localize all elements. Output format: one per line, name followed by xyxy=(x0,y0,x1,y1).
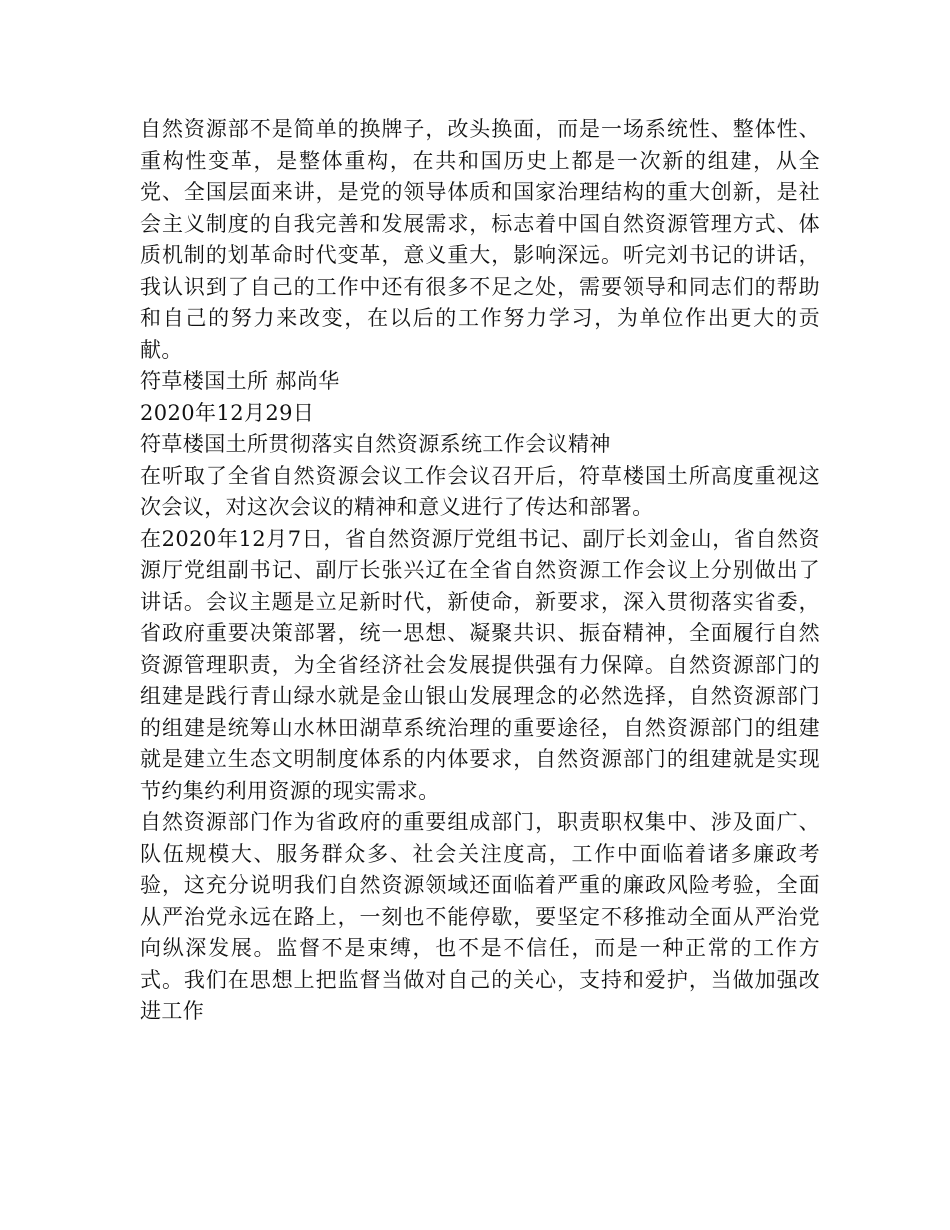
paragraph-meeting-speech: 在2020年12月7日，省自然资源厅党组书记、副厅长刘金山，省自然资源厅党组副书记、副厅长张兴辽在全省自然资源工作会议上分别做出了讲话。会议主题是立足新时代，新使命，新要求，深入贯彻落实省委，省政府重要决策部署，统一思想、凝聚共识、振奋精神，全面履行自然资源管理职责，为全省经济社会发展提供强有力保障。自然资源部门的组建是践行青山绿水就是金山银山发展理念的必然选择，自然资源部门的组建是统筹山水林田湖草系统治理的重要途径，自然资源部门的组建就是建立生态文明制度体系的内体要求，自然资源部门的组建就是实现节约集约利用资源的现实需求。 xyxy=(140,526,820,803)
section-title: 符草楼国土所贯彻落实自然资源系统工作会议精神 xyxy=(140,432,611,456)
paragraph-ministry-reform: 自然资源部不是简单的换牌子，改头换面，而是一场系统性、整体性、重构性变革，是整体重构，在共和国历史上都是一次新的组建，从全党、全国层面来讲，是党的领导体质和国家治理结构的重大创新，是社会主义制度的自我完善和发展需求，标志着中国自然资源管理方式、体质机制的划革命时代变革，意义重大，影响深远。听完刘书记的讲话，我认识到了自己的工作中还有很多不足之处，需要领导和同志们的帮助和自己的努力来改变，在以后的工作努力学习，为单位作出更大的贡献。 xyxy=(140,117,820,362)
paragraph-integrity-supervision: 自然资源部门作为省政府的重要组成部门，职责职权集中、涉及面广、队伍规模大、服务群众多、社会关注度高，工作中面临着诸多廉政考验，这充分说明我们自然资源领域还面临着严重的廉政风险考验，全面从严治党永远在路上，一刻也不能停歇，要坚定不移推动全面从严治党向纵深发展。监督不是束缚，也不是不信任，而是一种正常的工作方式。我们在思想上把监督当做对自己的关心，支持和爱护，当做加强改进工作 xyxy=(140,810,820,1023)
document-body xyxy=(140,114,820,1028)
signature-date: 2020年12月29日 xyxy=(140,400,315,425)
author-signature: 符草楼国土所 郝尚华 xyxy=(140,369,340,393)
paragraph-meeting-intro: 在听取了全省自然资源会议工作会议召开后，符草楼国土所高度重视这次会议，对这次会议的精神和意义进行了传达和部署。 xyxy=(140,463,820,519)
